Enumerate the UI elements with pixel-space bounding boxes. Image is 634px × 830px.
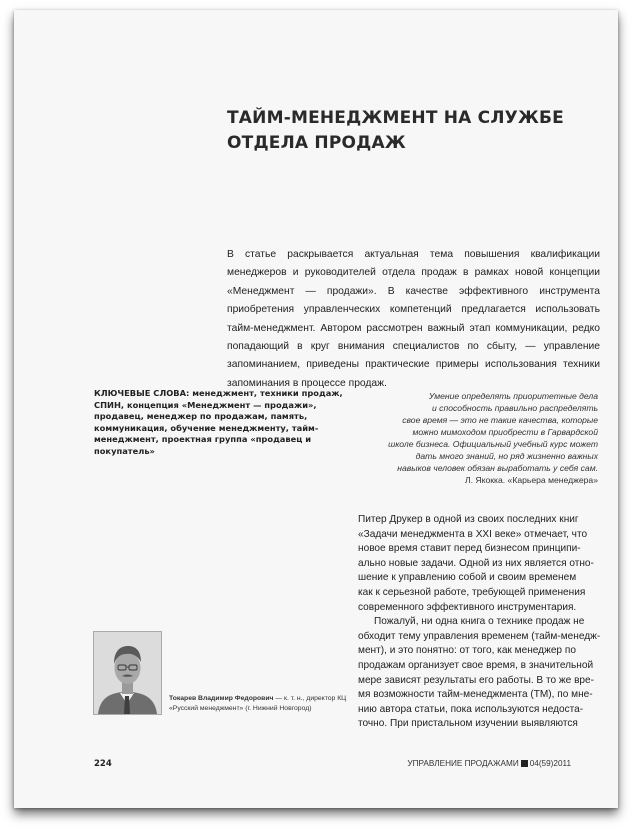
article-abstract: В статье раскрывается актуальная тема повышения квалификации менеджеров и руководителей отдела продаж в рамках новой концепции «Менеджмент — продажи». В качестве эффективного инструмента приобретения управленческих компетенций предлагается использовать тайм-менеджмент. Автором рассмотрен важный этап коммуникации, редко попадающий в круг внимания специалистов по сбыту, — управление запоминанием, приведены практические примеры использования техники запоминания в процессе продаж. xyxy=(227,249,600,389)
title-line-2: ОТДЕЛА ПРОДАЖ xyxy=(227,133,406,153)
body-line: продажам организует свое время, в значительной xyxy=(358,659,594,671)
epigraph-source: Л. Якокка. «Карьера менеджера» xyxy=(465,475,598,485)
journal-name: УПРАВЛЕНИЕ ПРОДАЖАМИ xyxy=(407,759,519,768)
epigraph-line: навыков человек обязан выработать у себя сам. xyxy=(397,463,598,473)
body-line: Питер Друкер в одной из своих последних книг xyxy=(358,514,579,525)
author-line-1 xyxy=(169,694,359,704)
epigraph-line: дать много знаний, но ряд жизненно важных xyxy=(415,451,598,461)
epigraph-line: школе бизнеса. Официальный учебный курс может xyxy=(388,439,598,449)
journal-issue: 04(59)2011 xyxy=(529,759,571,768)
epigraph-line: и способность правильно распределять xyxy=(432,403,598,413)
body-line: новое время ставит перед бизнесом принципи- xyxy=(358,543,581,555)
keywords-label: КЛЮЧЕВЫЕ СЛОВА: xyxy=(94,388,190,398)
article-body xyxy=(358,513,602,732)
square-separator-icon xyxy=(521,760,528,767)
page-number: 224 xyxy=(94,759,112,769)
epigraph-line: можно мимоходом приобрести в Гарвардской xyxy=(412,427,598,437)
body-line: ально новые задачи. Одной из них является отно- xyxy=(358,557,594,569)
body-line: современного эффективного инструментария. xyxy=(358,601,577,613)
author-portrait-image xyxy=(94,632,161,714)
title-line-1: ТАЙМ-МЕНЕДЖМЕНТ НА СЛУЖБЕ xyxy=(227,108,564,128)
keywords-block xyxy=(94,388,362,458)
body-line: мент), и это понятно: от того, как менеджер по xyxy=(358,645,576,657)
epigraph-line: Умение определять приоритетные дела xyxy=(428,391,598,401)
body-line: мя возможности тайм-менеджмента (ТМ), по мне- xyxy=(358,689,593,701)
magazine-page xyxy=(14,10,618,808)
author-name: Токарев Владимир Федорович xyxy=(169,695,274,702)
body-line: мере зависят результаты его работы. В то же вре- xyxy=(358,674,595,686)
body-line: точно. При пристальном изучении выявляются xyxy=(358,718,578,730)
body-line: Пожалуй, ни одна книга о технике продаж не xyxy=(374,616,585,628)
epigraph-line: свое время — это не такие качества, которые xyxy=(402,415,598,425)
body-line: «Задачи менеджмента в XXI веке» отмечает, что xyxy=(358,528,588,540)
epigraph xyxy=(358,390,598,486)
journal-footer xyxy=(407,759,571,768)
author-organization: «Русский менеджмент» (г. Нижний Новгород) xyxy=(169,705,312,712)
author-photo xyxy=(93,631,162,715)
body-line: обходит тему управления временем (тайм-менедж- xyxy=(358,630,601,642)
body-line: как к серьезной работе, требующей применения xyxy=(358,586,586,598)
author-info xyxy=(169,694,359,714)
author-credentials: — к. т. н., директор КЦ xyxy=(273,695,347,702)
body-line: нию автора статьи, пока используются недоста- xyxy=(358,703,584,715)
article-title xyxy=(227,106,587,156)
body-line: шение к управлению собой и своим временем xyxy=(358,572,577,584)
keywords-text: менеджмент, техники продаж, СПИН, концепция «Менеджмент — продажи», продавец, менеджер по продажам, память, коммуникация, обучение менеджменту, тайм-менеджмент, проектная группа «продавец и покупатель» xyxy=(94,388,343,456)
